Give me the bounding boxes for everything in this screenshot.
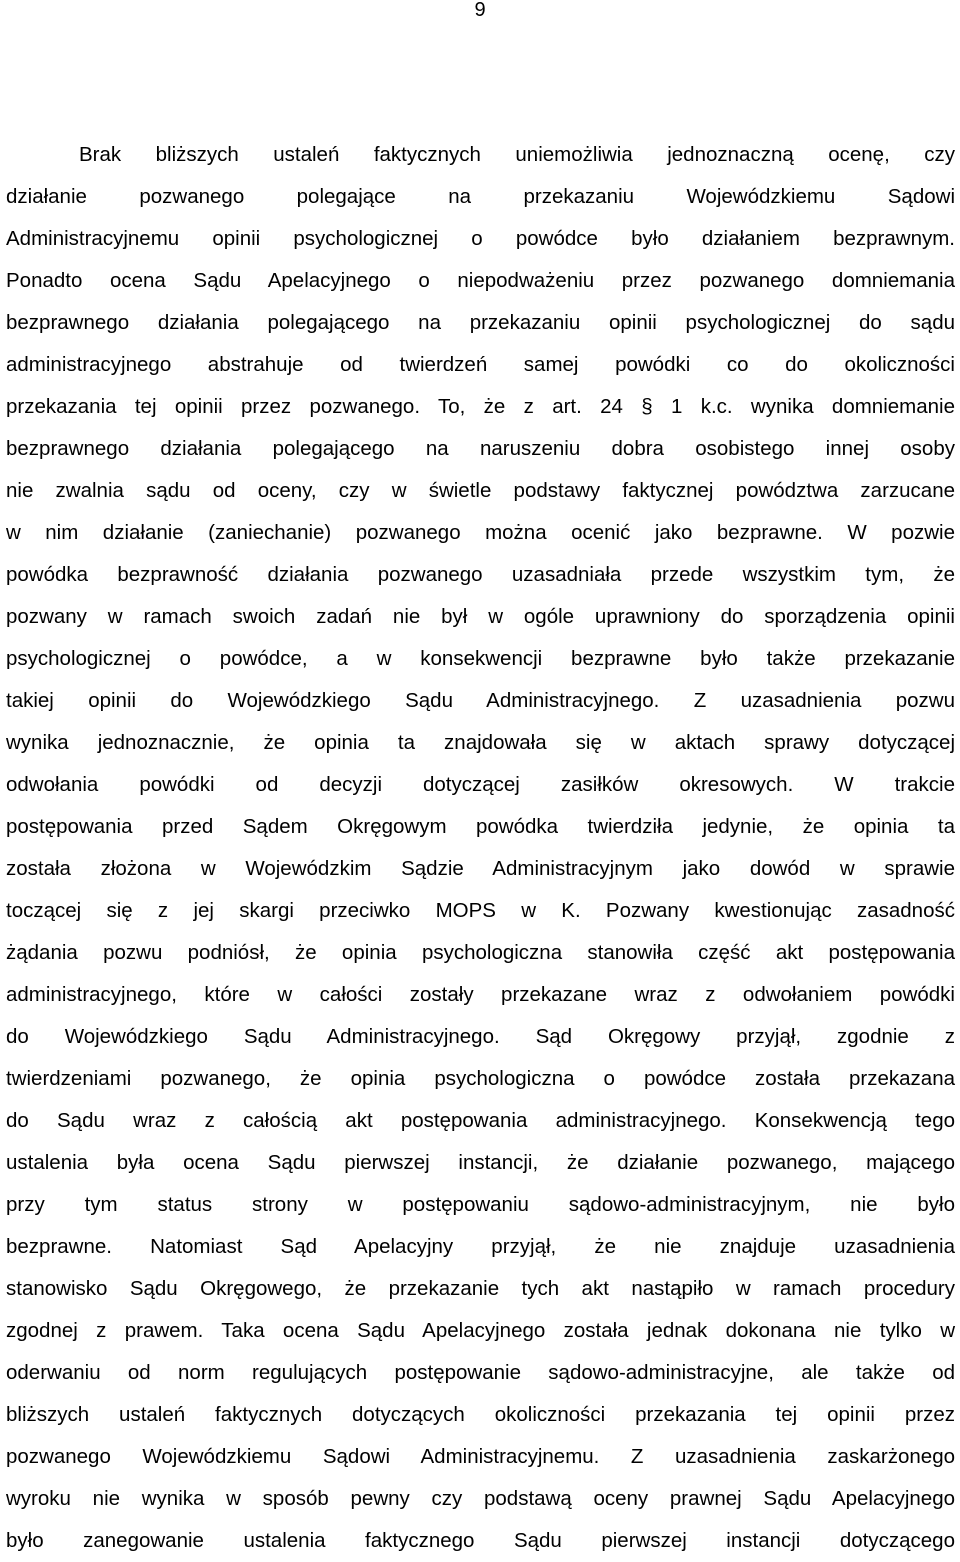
text-line: oderwaniu od norm regulujących postępowanie sądowo-administracyjne, ale także od <box>6 1361 955 1384</box>
text-line: było zanegowanie ustalenia faktycznego Sądu pierwszej instancji dotyczącego <box>6 1529 955 1552</box>
text-line: postępowania przed Sądem Okręgowym powódka twierdziła jedynie, że opinia ta <box>6 815 955 838</box>
text-line: bezprawnego działania polegającego na przekazaniu opinii psychologicznej do sądu <box>6 311 955 334</box>
text-line: działanie pozwanego polegające na przekazaniu Wojewódzkiemu Sądowi <box>6 185 955 208</box>
page-number: 9 <box>474 0 486 21</box>
text-line: stanowisko Sądu Okręgowego, że przekazanie tych akt nastąpiło w ramach procedury <box>6 1277 955 1300</box>
text-line: do Wojewódzkiego Sądu Administracyjnego. Sąd Okręgowy przyjął, zgodnie z <box>6 1025 955 1048</box>
text-line: bezprawne. Natomiast Sąd Apelacyjny przyjął, że nie znajduje uzasadnienia <box>6 1235 955 1258</box>
text-line: administracyjnego abstrahuje od twierdzeń samej powódki co do okoliczności <box>6 353 955 376</box>
text-line: Ponadto ocena Sądu Apelacyjnego o niepodważeniu przez pozwanego domniemania <box>6 269 955 292</box>
text-line: wyroku nie wynika w sposób pewny czy podstawą oceny prawnej Sądu Apelacyjnego <box>6 1487 955 1510</box>
text-line: wynika jednoznacznie, że opinia ta znajdowała się w aktach sprawy dotyczącej <box>6 731 955 754</box>
text-line: pozwany w ramach swoich zadań nie był w ogóle uprawniony do sporządzenia opinii <box>6 605 955 628</box>
text-line: takiej opinii do Wojewódzkiego Sądu Administracyjnego. Z uzasadnienia pozwu <box>6 689 955 712</box>
text-line: ustalenia była ocena Sądu pierwszej instancji, że działanie pozwanego, mającego <box>6 1151 955 1174</box>
text-line: Administracyjnemu opinii psychologicznej o powódce było działaniem bezprawnym. <box>6 227 955 250</box>
body-paragraph <box>6 134 955 1562</box>
text-line: przy tym status strony w postępowaniu sądowo-administracyjnym, nie było <box>6 1193 955 1216</box>
text-line: zgodnej z prawem. Taka ocena Sądu Apelacyjnego została jednak dokonana nie tylko w <box>6 1319 955 1342</box>
text-line: została złożona w Wojewódzkim Sądzie Administracyjnym jako dowód w sprawie <box>6 857 955 880</box>
text-line: w nim działanie (zaniechanie) pozwanego można ocenić jako bezprawne. W pozwie <box>6 521 955 544</box>
text-line: twierdzeniami pozwanego, że opinia psychologiczna o powódce została przekazana <box>6 1067 955 1090</box>
text-line: pozwanego Wojewódzkiemu Sądowi Administracyjnemu. Z uzasadnienia zaskarżonego <box>6 1445 955 1468</box>
text-line: żądania pozwu podniósł, że opinia psychologiczna stanowiła część akt postępowania <box>6 941 955 964</box>
text-line: toczącej się z jej skargi przeciwko MOPS w K. Pozwany kwestionując zasadność <box>6 899 955 922</box>
text-line: do Sądu wraz z całością akt postępowania administracyjnego. Konsekwencją tego <box>6 1109 955 1132</box>
text-line: psychologicznej o powódce, a w konsekwencji bezprawne było także przekazanie <box>6 647 955 670</box>
text-line: powódka bezprawność działania pozwanego uzasadniała przede wszystkim tym, że <box>6 563 955 586</box>
text-line: bliższych ustaleń faktycznych dotyczących okoliczności przekazania tej opinii przez <box>6 1403 955 1426</box>
text-line: przekazania tej opinii przez pozwanego. To, że z art. 24 § 1 k.c. wynika domniemanie <box>6 395 955 418</box>
text-line: odwołania powódki od decyzji dotyczącej zasiłków okresowych. W trakcie <box>6 773 955 796</box>
text-line: nie zwalnia sądu od oceny, czy w świetle podstawy faktycznej powództwa zarzucane <box>6 479 955 502</box>
text-line: administracyjnego, które w całości zostały przekazane wraz z odwołaniem powódki <box>6 983 955 1006</box>
text-line: Brak bliższych ustaleń faktycznych uniemożliwia jednoznaczną ocenę, czy <box>79 143 955 166</box>
text-line: bezprawnego działania polegającego na naruszeniu dobra osobistego innej osoby <box>6 437 955 460</box>
